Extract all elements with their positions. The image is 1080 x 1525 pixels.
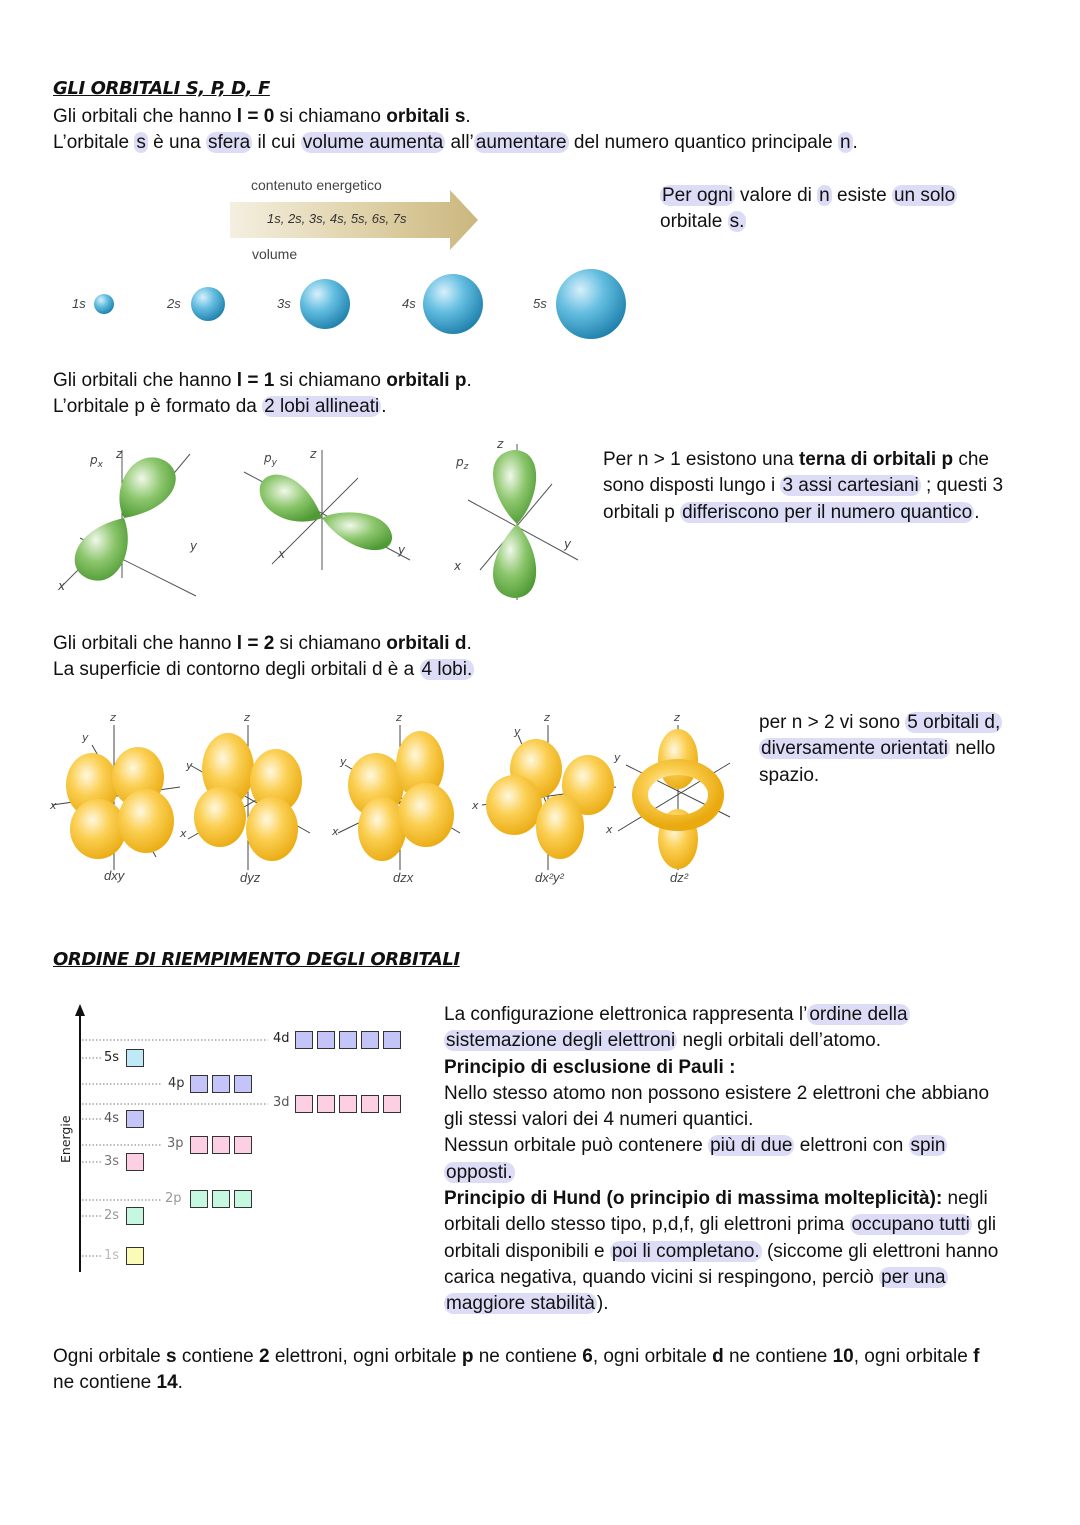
- text: si chiamano: [274, 106, 387, 127]
- highlight: sfera: [207, 132, 251, 153]
- highlight: opposti.: [446, 1161, 513, 1183]
- highlight: 2 lobi allineati: [264, 396, 380, 417]
- text: si chiamano: [274, 633, 387, 654]
- s-orbital-intro: [53, 104, 471, 130]
- text: orbitali disponibili e: [444, 1240, 610, 1262]
- orbital-box: [190, 1190, 208, 1208]
- level-label-3s: 3s: [104, 1154, 120, 1169]
- orbital-box: [317, 1095, 335, 1113]
- svg-text:z: z: [244, 711, 250, 724]
- orbital-boxes-3p: [190, 1136, 252, 1154]
- arrow-up-icon: [75, 1004, 85, 1016]
- level-label-3d: 3d: [273, 1095, 290, 1110]
- highlight: s: [136, 132, 146, 153]
- text: Gli orbitali che hanno: [53, 370, 237, 391]
- highlight: un solo: [893, 185, 956, 206]
- text: La superficie di contorno degli orbitali d è a: [53, 659, 420, 680]
- d-orbital-label: dx²y²: [535, 870, 564, 885]
- orbital-box: [234, 1136, 252, 1154]
- highlight: volume aumenta: [302, 132, 444, 153]
- orbital-boxes-4d: [295, 1031, 401, 1049]
- text: Per n > 1 esistono una: [603, 449, 799, 470]
- bold-text: orbitali p: [386, 370, 467, 391]
- s-spheres-figure: [60, 265, 640, 345]
- s-orbital-description: [53, 130, 858, 156]
- section-heading-orbitals: GLI ORBITALI S, P, D, F: [53, 78, 270, 99]
- text: Nessun orbitale può contenere: [444, 1135, 709, 1157]
- bold-text: terna di orbitali p: [798, 449, 954, 470]
- svg-text:z: z: [310, 447, 317, 461]
- text: .: [466, 370, 472, 391]
- text: ; questi 3: [920, 475, 1004, 497]
- bold-text: s: [166, 1346, 177, 1367]
- svg-text:x: x: [472, 799, 479, 812]
- text: (siccome gli elettroni hanno: [761, 1240, 999, 1262]
- pz-orbital-icon: [453, 437, 578, 600]
- text: .: [466, 633, 472, 654]
- text: negli orbitali dell’atomo.: [677, 1030, 882, 1052]
- sphere-label: 5s: [533, 296, 547, 311]
- highlight: differiscono per il numero quantico: [682, 501, 973, 523]
- text: il cui: [252, 132, 301, 153]
- bold-text: l = 2: [236, 633, 275, 654]
- orbital-box-2s: [126, 1207, 144, 1225]
- svg-text:x: x: [58, 579, 66, 593]
- text: all’: [445, 132, 474, 153]
- text: .: [177, 1372, 183, 1394]
- text: negli: [942, 1188, 988, 1210]
- dzx-orbital-icon: [331, 711, 460, 870]
- orbital-box: [383, 1095, 401, 1113]
- d-orbital-label: dzx: [393, 870, 414, 885]
- px-orbital-icon: [57, 447, 198, 596]
- svg-text:y: y: [514, 725, 521, 738]
- svg-text:z: z: [116, 447, 123, 461]
- highlight: ordine della: [809, 1004, 908, 1025]
- orbital-box: [212, 1075, 230, 1093]
- highlight: diversamente orientati: [761, 738, 948, 760]
- section-heading-filling-order: ORDINE DI RIEMPIMENTO DEGLI ORBITALI: [53, 949, 460, 970]
- p-orbital-description: [53, 394, 387, 420]
- highlight: sistemazione degli elettroni: [446, 1030, 676, 1052]
- d-orbital-label: dz²: [670, 870, 689, 885]
- svg-text:y: y: [186, 759, 193, 772]
- pauli-title: Principio di esclusione di Pauli :: [444, 1056, 736, 1078]
- text: esiste: [831, 185, 892, 206]
- level-label-5s: 5s: [104, 1050, 120, 1065]
- sphere-label: 3s: [277, 296, 291, 311]
- text: ).: [596, 1293, 609, 1315]
- text: gli stessi valori dei 4 numeri quantici.: [444, 1109, 754, 1131]
- sphere-label: 1s: [72, 296, 86, 311]
- svg-text:z: z: [544, 711, 550, 724]
- svg-text:y: y: [190, 539, 198, 553]
- d-orbital-description: [53, 657, 474, 683]
- sphere-2s-icon: [191, 287, 225, 321]
- hund-title: Principio di Hund (o principio di massima molteplicità):: [444, 1188, 943, 1210]
- text: orbitali p: [603, 501, 681, 523]
- highlight: occupano tutti: [851, 1214, 970, 1236]
- svg-text:z: z: [396, 711, 402, 724]
- orbital-box: [317, 1031, 335, 1049]
- sphere-5s-icon: [556, 269, 626, 339]
- s-series-label: 1s, 2s, 3s, 4s, 5s, 6s, 7s: [267, 211, 407, 226]
- text: nello: [949, 738, 996, 760]
- highlight: Per ogni: [662, 185, 733, 206]
- dz2-orbital-icon: [605, 711, 730, 870]
- text: valore di: [734, 185, 818, 206]
- orbital-box: [190, 1136, 208, 1154]
- orbital-box: [212, 1190, 230, 1208]
- d-orbital-intro: [53, 631, 472, 657]
- text: si chiamano: [274, 370, 387, 391]
- text: L’orbitale: [53, 132, 135, 153]
- dx2y2-orbital-icon: [471, 711, 616, 870]
- orbital-box: [339, 1095, 357, 1113]
- sphere-4s-icon: [423, 274, 483, 334]
- text: .: [465, 106, 471, 127]
- highlight: 4 lobi.: [421, 659, 473, 680]
- text: Nello stesso atomo non possono esistere 2 elettroni che abbiano: [444, 1082, 990, 1104]
- svg-text:y: y: [398, 543, 406, 557]
- level-label-2p: 2p: [165, 1191, 182, 1206]
- text: .: [974, 501, 980, 523]
- bold-text: orbitali d: [386, 633, 467, 654]
- bold-text: p: [461, 1346, 474, 1367]
- highlight: 3 assi cartesiani: [782, 475, 919, 497]
- orbital-boxes-3d: [295, 1095, 401, 1113]
- level-label-3p: 3p: [167, 1136, 184, 1151]
- level-label-4d: 4d: [273, 1031, 290, 1046]
- text: ne contiene: [53, 1372, 157, 1394]
- orbital-box-4s: [126, 1110, 144, 1128]
- bold-text: f: [973, 1346, 980, 1367]
- bold-text: l = 0: [236, 106, 275, 127]
- d-orbital-label: dxy: [104, 868, 125, 883]
- s-orbital-note: [660, 183, 957, 236]
- svg-text:px: $p_x$: [90, 453, 103, 470]
- bold-text: 2: [259, 1346, 270, 1367]
- d-orbital-label: dyz: [240, 870, 261, 885]
- d-orbital-note: [759, 710, 1002, 789]
- text: che: [953, 449, 989, 470]
- svg-text:x: x: [606, 823, 613, 836]
- volume-label: volume: [252, 246, 298, 262]
- text: , ogni orbitale: [592, 1346, 713, 1367]
- sphere-label: 4s: [402, 296, 416, 311]
- highlight: più di due: [710, 1135, 793, 1157]
- orbital-box: [383, 1031, 401, 1049]
- text: Ogni orbitale: [53, 1346, 167, 1367]
- text: carica negativa, quando vicini si respingono, perciò: [444, 1266, 880, 1288]
- text: ne contiene: [723, 1346, 833, 1367]
- bold-text: 6: [582, 1346, 593, 1367]
- orbital-box-3s: [126, 1153, 144, 1171]
- text: è una: [147, 132, 206, 153]
- highlight: aumentare: [475, 132, 567, 153]
- level-label-4p: 4p: [168, 1076, 185, 1091]
- text: ne contiene: [473, 1346, 583, 1367]
- highlight: 5 orbitali d,: [907, 712, 1001, 733]
- svg-text:pz: $p_z$: [456, 455, 469, 472]
- energy-axis-label: Energie: [58, 1115, 73, 1163]
- level-label-2s: 2s: [104, 1208, 120, 1223]
- orbital-box: [339, 1031, 357, 1049]
- highlight: spin: [910, 1135, 946, 1157]
- bold-text: orbitali s: [386, 106, 466, 127]
- svg-text:y: y: [82, 731, 89, 744]
- text: .: [381, 396, 387, 417]
- svg-text:x: x: [180, 827, 187, 840]
- py-orbital-icon: [244, 447, 410, 570]
- sphere-3s-icon: [300, 279, 350, 329]
- svg-text:x: x: [454, 559, 462, 573]
- bold-text: 10: [832, 1346, 854, 1367]
- p-orbitals-figure: [40, 430, 600, 610]
- highlight: n: [819, 185, 830, 206]
- orbital-box: [295, 1031, 313, 1049]
- highlight: s.: [729, 211, 745, 233]
- orbital-box-5s: [126, 1049, 144, 1067]
- level-label-1s: 1s: [104, 1248, 120, 1263]
- text: La configurazione elettronica rappresenta l’: [444, 1004, 808, 1025]
- svg-text:z: z: [110, 711, 116, 724]
- highlight: poi li completano.: [611, 1240, 760, 1262]
- text: spazio.: [759, 764, 820, 786]
- level-label-4s: 4s: [104, 1111, 120, 1126]
- orbital-boxes-4p: [190, 1075, 252, 1093]
- highlight: maggiore stabilità: [446, 1293, 595, 1315]
- orbital-box-1s: [126, 1247, 144, 1265]
- text: contiene: [176, 1346, 259, 1367]
- bold-text: l = 1: [236, 370, 275, 391]
- orbital-box: [212, 1136, 230, 1154]
- p-orbital-note: [603, 447, 1003, 526]
- highlight: n: [839, 132, 851, 153]
- text: del numero quantico principale: [568, 132, 838, 153]
- orbital-box: [361, 1031, 379, 1049]
- bold-text: 14: [156, 1372, 178, 1394]
- text: Gli orbitali che hanno: [53, 633, 237, 654]
- svg-text:z: z: [497, 437, 504, 451]
- summary-text: [53, 1344, 979, 1397]
- text: , ogni orbitale: [853, 1346, 974, 1367]
- svg-text:x: x: [332, 825, 339, 838]
- svg-text:x: x: [50, 799, 57, 812]
- text: per n > 2 vi sono: [759, 712, 906, 733]
- svg-text:z: z: [674, 711, 680, 724]
- text: sono disposti lungo i: [603, 475, 781, 497]
- text: Gli orbitali che hanno: [53, 106, 237, 127]
- orbital-boxes-2p: [190, 1190, 252, 1208]
- energy-content-label: contenuto energetico: [251, 177, 382, 193]
- text: elettroni, ogni orbitale: [269, 1346, 462, 1367]
- svg-text:y: y: [340, 755, 347, 768]
- svg-text:y: y: [564, 537, 572, 551]
- dyz-orbital-icon: [179, 711, 310, 870]
- svg-text:y: y: [614, 751, 621, 764]
- sphere-1s-icon: [94, 294, 114, 314]
- p-orbital-intro: [53, 368, 472, 394]
- d-orbitals-figure: [40, 705, 740, 895]
- orbital-box: [295, 1095, 313, 1113]
- configuration-text: [444, 1002, 998, 1318]
- text: orbitali dello stesso tipo, p,d,f, gli elettroni prima: [444, 1214, 850, 1236]
- sphere-label: 2s: [167, 296, 181, 311]
- highlight: per una: [881, 1266, 946, 1288]
- text: elettroni con: [794, 1135, 909, 1157]
- orbital-box: [234, 1075, 252, 1093]
- orbital-box: [190, 1075, 208, 1093]
- svg-text:py: $p_y$: [264, 451, 277, 468]
- dxy-orbital-icon: [49, 711, 180, 870]
- text: orbitale: [660, 211, 728, 233]
- orbital-box: [361, 1095, 379, 1113]
- text: gli: [971, 1214, 997, 1236]
- bold-text: d: [712, 1346, 724, 1367]
- text: .: [852, 132, 858, 153]
- text: L’orbitale p è formato da: [53, 396, 263, 417]
- svg-text:x: x: [278, 547, 286, 561]
- orbital-box: [234, 1190, 252, 1208]
